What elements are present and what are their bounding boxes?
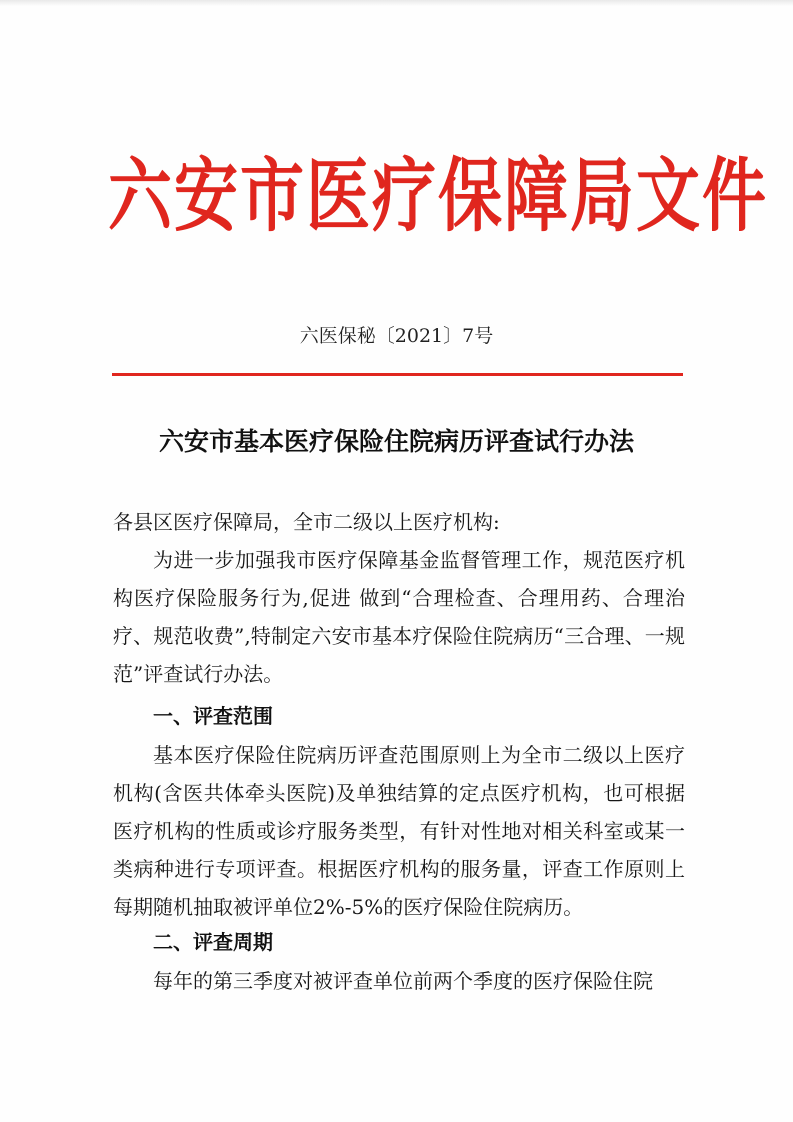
scan-edge-shadow	[0, 0, 793, 6]
red-divider-line	[112, 373, 683, 376]
section-heading-scope: 一、评查范围	[153, 704, 273, 728]
intro-paragraph: 为进一步加强我市医疗保障基金监督管理工作，规范医疗机构医疗保险服务行为,促进 做到“合理检查、合理用药、合理治疗、规范收费”,特制定六安市基本疗保险住院病历“三合理、一规范”评查试行办法。	[113, 548, 685, 686]
section-body-period: 每年的第三季度对被评查单位前两个季度的医疗保险住院	[153, 969, 653, 993]
salutation: 各县区医疗保障局，全市二级以上医疗机构:	[113, 510, 500, 534]
section-body-scope: 基本医疗保险住院病历评查范围原则上为全市二级以上医疗机构(含医共体牵头医院)及单独结算的定点医疗机构，也可根据医疗机构的性质或诊疗服务类型，有针对性地对相关科室或某一类病种进行专项评查。根据医疗机构的服务量，评查工作原则上每期随机抽取被评单位2%-5%的医疗保险住院病历。	[113, 743, 685, 919]
document-title: 六安市基本医疗保险住院病历评查试行办法	[158, 427, 634, 456]
agency-header-title: 六安市医疗保障局文件	[108, 150, 768, 244]
section-heading-period: 二、评查周期	[153, 930, 273, 954]
document-number: 六医保秘〔2021〕7号	[299, 325, 494, 347]
